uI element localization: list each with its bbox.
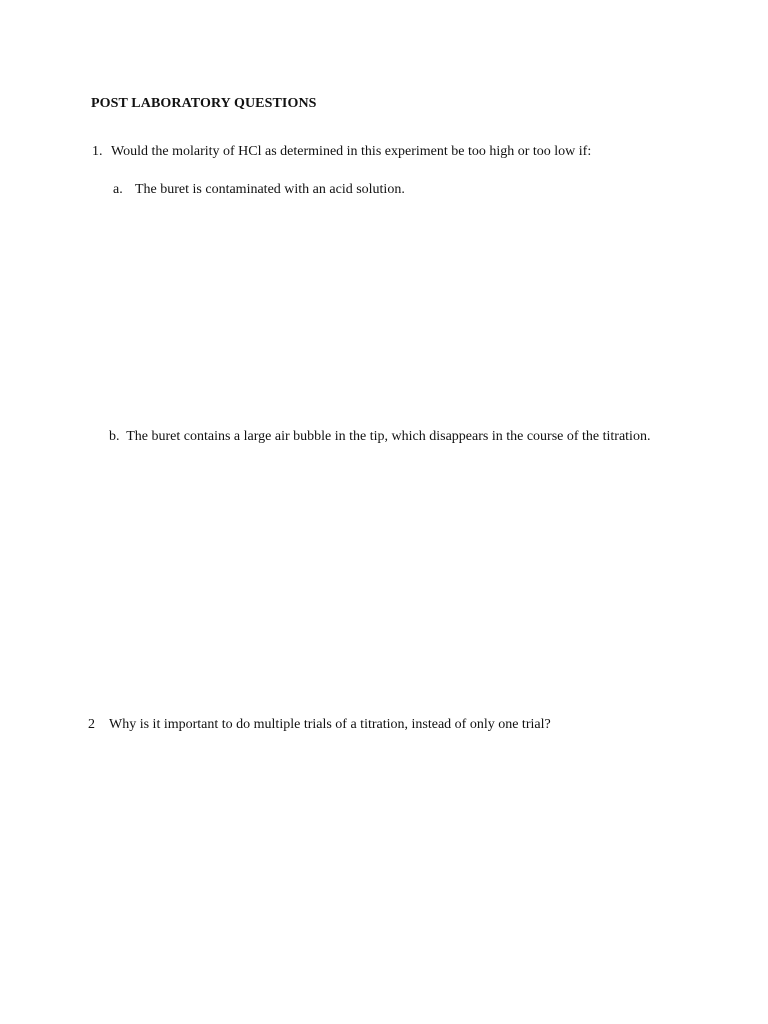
- question-1a: [113, 182, 405, 198]
- question-2-text: Why is it important to do multiple trials of a titration, instead of only one trial?: [109, 717, 551, 732]
- question-1b-label: b.: [109, 429, 120, 444]
- page-title: POST LABORATORY QUESTIONS: [91, 96, 317, 111]
- question-1-text: Would the molarity of HCl as determined in this experiment be too high or too low if:: [111, 144, 592, 159]
- question-1b: [92, 428, 672, 446]
- question-1a-text: The buret is contaminated with an acid solution.: [135, 182, 405, 197]
- question-1b-text: The buret contains a large air bubble in the tip, which disappears in the course of the titration.: [126, 429, 651, 444]
- question-2: [88, 717, 551, 733]
- question-2-number: 2: [88, 717, 95, 732]
- question-1a-label: a.: [113, 182, 123, 197]
- question-1-number: 1.: [92, 144, 103, 159]
- question-1: [92, 144, 591, 160]
